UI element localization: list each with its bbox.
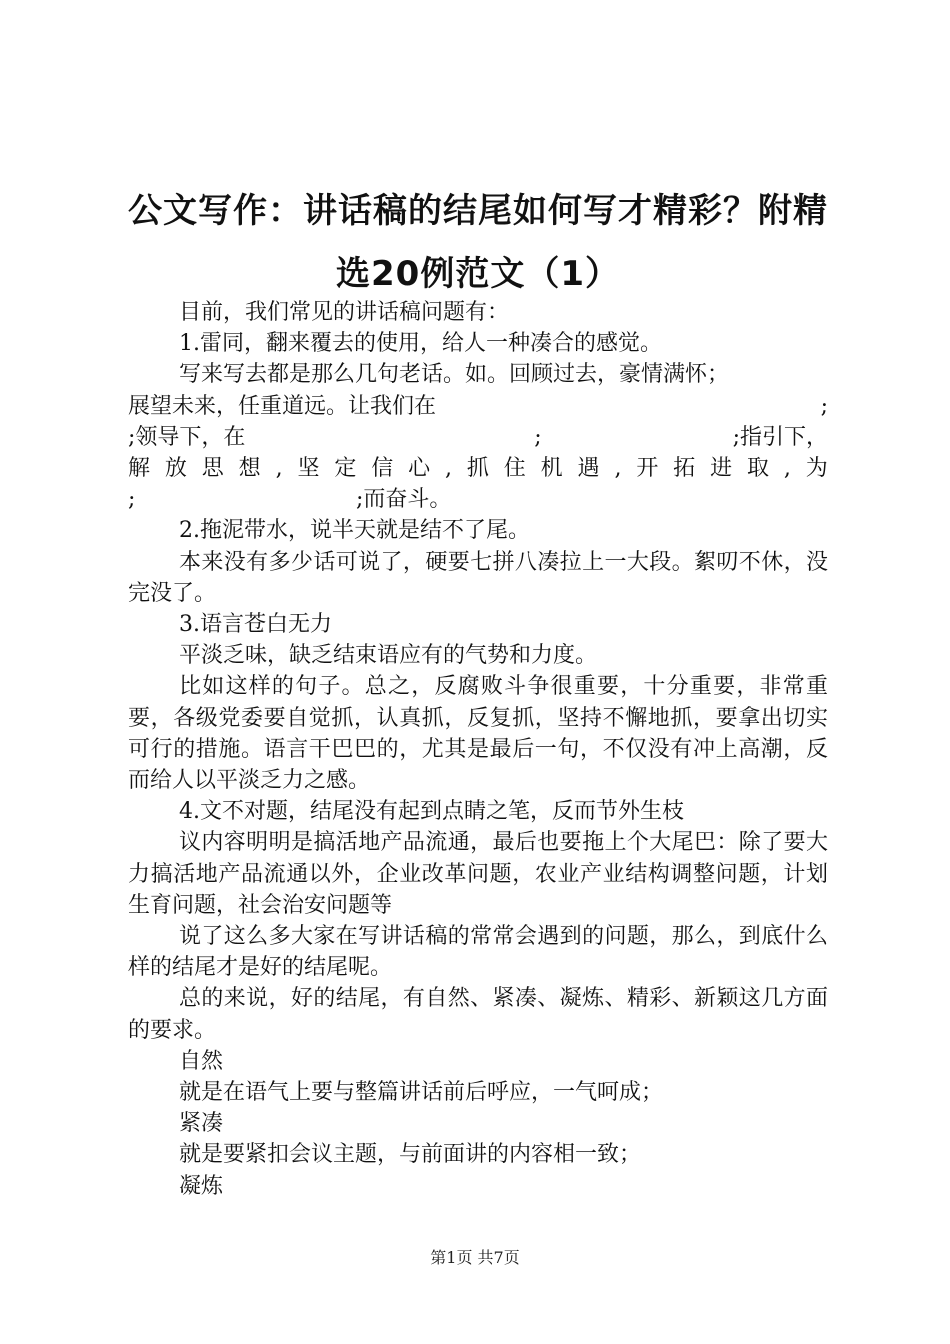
text-fragment: ;	[128, 487, 136, 513]
text-char: ,	[445, 456, 452, 482]
paragraph: 2.拖泥带水，说半天就是结不了尾。	[179, 518, 530, 544]
text-char: 信	[371, 456, 394, 482]
text-fragment: ;	[534, 424, 542, 450]
paragraph: 3.语言苍白无力	[179, 612, 332, 638]
text-char: 坚	[297, 456, 320, 482]
paragraph: 紧凑	[179, 1111, 224, 1137]
document-body	[128, 297, 828, 1202]
text-char: 机	[540, 456, 563, 482]
text-char: 放	[164, 456, 187, 482]
text-fragment: ;领导下，在	[128, 424, 246, 450]
paragraph: 4.文不对题，结尾没有起到点睛之笔，反而节外生枝	[179, 799, 684, 825]
text-fragment: ;而奋斗。	[356, 487, 452, 513]
text-char: ,	[275, 456, 283, 482]
paragraph: 说了这么多大家在写讲话稿的常常会遇到的问题，那么，到底什么样的结尾才是好的结尾呢。	[128, 924, 828, 981]
text-char: 抓	[466, 456, 489, 482]
text-char: 思	[201, 456, 224, 482]
paragraph: 自然	[179, 1048, 224, 1074]
text-char: 想	[238, 456, 261, 482]
paragraph: 本来没有多少话可说了，硬要七拼八凑拉上一大段。絮叨不休，没完没了。	[128, 549, 828, 606]
text-char: 进	[710, 456, 733, 482]
text-char: 心	[408, 456, 431, 482]
paragraph: 议内容明明是搞活地产品流通，最后也要拖上个大尾巴：除了要大力搞活地产品流通以外，企业改革问题，农业产业结构调整问题，计划生育问题，社会治安问题等	[128, 830, 828, 918]
paragraph: 就是在语气上要与整篇讲话前后呼应，一气呵成；	[179, 1080, 664, 1106]
text-char: ,	[614, 456, 622, 482]
paragraph-line	[128, 391, 828, 422]
text-char: 开	[636, 456, 659, 482]
text-char: 取	[746, 456, 769, 482]
text-fragment: ;	[820, 393, 828, 419]
text-char: 遇	[577, 456, 600, 482]
text-char: 为	[805, 456, 828, 482]
page-footer: 第1页 共7页	[430, 1248, 520, 1267]
paragraph-line	[128, 453, 828, 484]
paragraph: 凝炼	[179, 1173, 224, 1199]
text-fragment: ;指引下，	[732, 424, 828, 450]
paragraph: 比如这样的句子。总之，反腐败斗争很重要，十分重要，非常重要，各级党委要自觉抓，认真抓，反复抓，坚持不懈地抓，要拿出切实可行的措施。语言干巴巴的，尤其是最后一句，不仅没有冲上高潮，反而给人以平淡乏力之感。	[128, 674, 828, 794]
paragraph: 写来写去都是那么几句老话。如。回顾过去，豪情满怀；	[179, 362, 730, 388]
text-char: ,	[783, 456, 791, 482]
text-char: 解	[128, 456, 151, 482]
text-fragment: 展望未来，任重道远。让我们在	[128, 393, 437, 419]
document-title-line-2: 选20例范文（1）	[336, 254, 620, 294]
paragraph: 就是要紧扣会议主题，与前面讲的内容相一致；	[179, 1142, 642, 1168]
text-char: 定	[334, 456, 357, 482]
document-title-line-1: 公文写作：讲话稿的结尾如何写才精彩？附精	[128, 191, 828, 231]
paragraph-line	[128, 422, 828, 453]
paragraph: 1.雷同，翻来覆去的使用，给人一种凑合的感觉。	[179, 331, 662, 357]
paragraph: 平淡乏味，缺乏结束语应有的气势和力度。	[179, 643, 598, 669]
text-char: 住	[503, 456, 526, 482]
paragraph: 目前，我们常见的讲话稿问题有：	[179, 300, 510, 325]
text-char: 拓	[673, 456, 696, 482]
paragraph-line	[128, 484, 828, 515]
paragraph: 总的来说，好的结尾，有自然、紧凑、凝炼、精彩、新颖这几方面的要求。	[128, 986, 828, 1043]
